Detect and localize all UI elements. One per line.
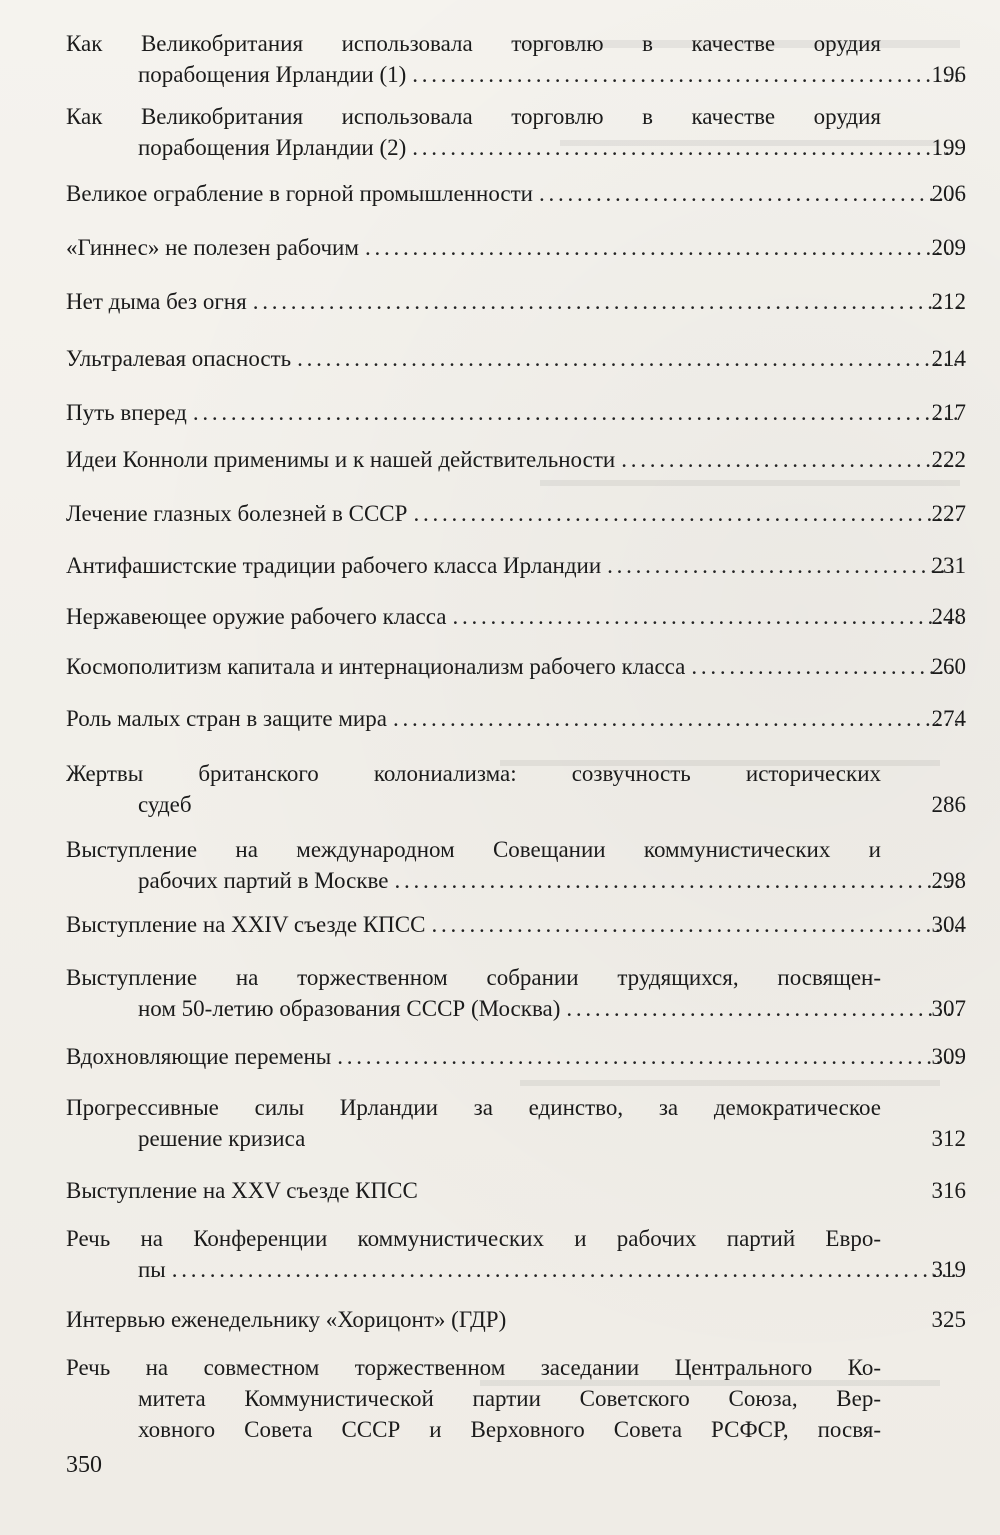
toc-entry[interactable]: [66, 343, 966, 374]
entry-title-line-1: Выступление на торжественном собрании трудящихся, посвящен-: [66, 965, 881, 990]
entry-title-line-2: митета Коммунистической партии Советского Союза, Вер-: [138, 1386, 881, 1411]
toc-entry[interactable]: [66, 1041, 966, 1072]
toc-entry[interactable]: [66, 178, 966, 209]
toc-entry[interactable]: [66, 1352, 966, 1445]
entry-title: Вдохновляющие перемены: [66, 1044, 332, 1069]
entry-title: Великое ограбление в горной промышленности: [66, 181, 533, 206]
toc-entry[interactable]: [66, 550, 966, 581]
page-number: 199: [931, 135, 966, 160]
leader-dots: [365, 232, 960, 263]
entry-title-line-2: порабощения Ирландии (1): [138, 62, 407, 87]
leader-dots: [452, 601, 960, 632]
page-number: 312: [931, 1126, 966, 1151]
toc-entry[interactable]: [66, 1175, 966, 1206]
page-number: 209: [931, 235, 966, 260]
entry-title-line-1: Речь на совместном торжественном заседании Центрального Ко-: [66, 1355, 881, 1380]
page-number: 196: [931, 62, 966, 87]
entry-title: Роль малых стран в защите мира: [66, 706, 387, 731]
leader-dots: [394, 865, 960, 896]
toc-entry[interactable]: [66, 101, 966, 163]
page-number: 286: [931, 792, 966, 817]
leader-dots: [337, 1041, 960, 1072]
toc-entry[interactable]: [66, 651, 966, 682]
toc-entry[interactable]: [66, 286, 966, 317]
leader-dots: [253, 286, 960, 317]
folio-page-number: 350: [66, 1452, 102, 1478]
page-number: 217: [931, 400, 966, 425]
entry-title-line-1: Как Великобритания использовала торговлю в качестве орудия: [66, 31, 881, 56]
leader-dots: [431, 909, 960, 940]
entry-title-line-1: Как Великобритания использовала торговлю в качестве орудия: [66, 104, 881, 129]
entry-title-line-2: порабощения Ирландии (2): [138, 135, 407, 160]
page-number: 274: [931, 706, 966, 731]
entry-title-line-2: пы: [138, 1257, 166, 1282]
entry-title-line-2: решение кризиса: [138, 1126, 306, 1151]
page-number: 307: [931, 996, 966, 1021]
page-number: 304: [931, 912, 966, 937]
leader-dots: [393, 703, 960, 734]
entry-title: Выступление на XXIV съезде КПСС: [66, 912, 426, 937]
page-number: 222: [931, 447, 966, 472]
leader-dots: [193, 397, 960, 428]
toc-entry[interactable]: [66, 232, 966, 263]
page-number: 214: [931, 346, 966, 371]
toc-entry[interactable]: [66, 758, 966, 820]
leader-dots: [412, 132, 960, 163]
entry-title: Космополитизм капитала и интернационализм рабочего класса: [66, 654, 686, 679]
page-number: 227: [931, 501, 966, 526]
toc-entry[interactable]: [66, 498, 966, 529]
leader-dots: [172, 1254, 960, 1285]
entry-title-line-2: судеб: [138, 792, 192, 817]
toc-entry[interactable]: [66, 397, 966, 428]
leader-dots: [412, 59, 960, 90]
page-number: 316: [931, 1178, 966, 1203]
entry-title-line-1: Выступление на международном Совещании коммунистических и: [66, 837, 881, 862]
toc-entry[interactable]: [66, 1304, 966, 1335]
toc-entry[interactable]: [66, 601, 966, 632]
page-number: 206: [931, 181, 966, 206]
entry-title: «Гиннес» не полезен рабочим: [66, 235, 359, 260]
page-number: 309: [931, 1044, 966, 1069]
entry-title: Нержавеющее оружие рабочего класса: [66, 604, 447, 629]
entry-title-line-3: ховного Совета СССР и Верховного Совета РСФСР, посвя-: [138, 1417, 881, 1442]
toc-entry[interactable]: [66, 444, 966, 475]
toc-entry[interactable]: [66, 834, 966, 896]
entry-title: Интервью еженедельнику «Хорицонт» (ГДР): [66, 1307, 507, 1332]
entry-title: Путь вперед: [66, 400, 187, 425]
entry-title-line-2: рабочих партий в Москве: [138, 868, 389, 893]
entry-title: Нет дыма без огня: [66, 289, 247, 314]
toc-entry[interactable]: [66, 703, 966, 734]
leader-dots: [413, 498, 960, 529]
entry-title-line-1: Речь на Конференции коммунистических и рабочих партий Евро-: [66, 1226, 881, 1251]
leader-dots: [539, 178, 960, 209]
toc-entry[interactable]: [66, 1223, 966, 1285]
page-number: 212: [931, 289, 966, 314]
entry-title: Идеи Конноли применимы и к нашей действительности: [66, 447, 616, 472]
page-number: 231: [931, 553, 966, 578]
toc-entry[interactable]: [66, 909, 966, 940]
entry-title-line-1: Прогрессивные силы Ирландии за единство, за демократическое: [66, 1095, 881, 1120]
entry-title: Лечение глазных болезней в СССР: [66, 501, 408, 526]
entry-title: Антифашистские традиции рабочего класса Ирландии: [66, 553, 602, 578]
page-number: 260: [931, 654, 966, 679]
page-number: 325: [931, 1307, 966, 1332]
leader-dots: [297, 343, 960, 374]
toc-entry[interactable]: [66, 1092, 966, 1154]
entry-title-line-1: Жертвы британского колониализма: созвучность исторических: [66, 761, 881, 786]
entry-title: Выступление на XXV съезде КПСС: [66, 1178, 418, 1203]
toc-entry[interactable]: [66, 962, 966, 1024]
page-number: 298: [931, 868, 966, 893]
entry-title: Ультралевая опасность: [66, 346, 292, 371]
entry-title-line-2: ном 50-летию образования СССР (Москва): [138, 996, 561, 1021]
page-number: 248: [931, 604, 966, 629]
leader-dots: [566, 993, 960, 1024]
page-number: 319: [931, 1257, 966, 1282]
toc-entry[interactable]: [66, 28, 966, 90]
